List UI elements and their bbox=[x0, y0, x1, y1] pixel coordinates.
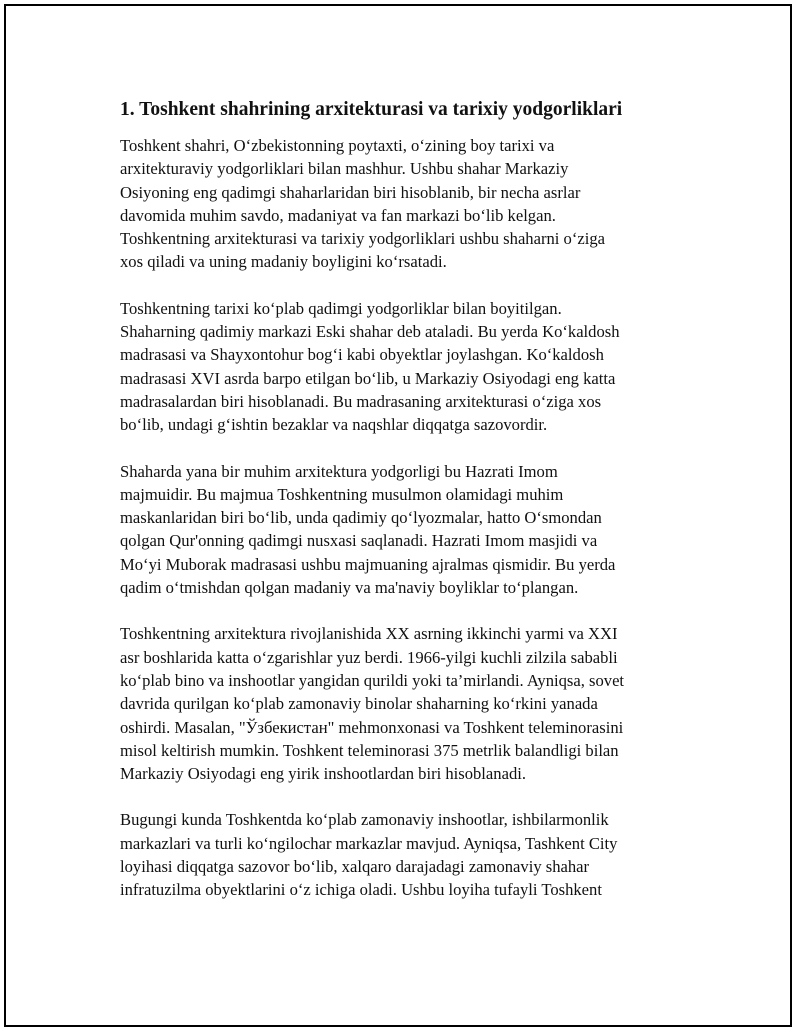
paragraph bbox=[120, 460, 700, 600]
text-line: bo‘lib, undagi g‘ishtin bezaklar va naqshlar diqqatga sazovordir. bbox=[120, 415, 548, 435]
text-line: Bugungi kunda Toshkentda ko‘plab zamonaviy inshootlar, ishbilarmonlik bbox=[120, 810, 609, 830]
text-line: asr boshlarida katta o‘zgarishlar yuz berdi. 1966-yilgi kuchli zilzila sababli bbox=[120, 647, 618, 667]
section-heading: 1. Toshkent shahrining arxitekturasi va tarixiy yodgorliklari bbox=[120, 99, 623, 120]
text-line: maskanlaridan biri bo‘lib, unda qadimiy qo‘lyozmalar, hatto O‘smondan bbox=[120, 508, 602, 528]
text-line: Mo‘yi Muborak madrasasi ushbu majmuaning ajralmas qismidir. Bu yerda bbox=[120, 554, 616, 574]
paragraph-list bbox=[120, 134, 700, 902]
text-line: arxitekturaviy yodgorliklari bilan mashhur. Ushbu shahar Markaziy bbox=[120, 159, 569, 179]
text-line: infratuzilma obyektlarini o‘z ichiga oladi. Ushbu loyiha tufayli Toshkent bbox=[120, 880, 602, 900]
text-line: madrasalardan biri hisoblanadi. Bu madrasaning arxitekturasi o‘ziga xos bbox=[120, 391, 602, 411]
text-line: misol keltirish mumkin. Toshkent teleminorasi 375 metrlik balandligi bilan bbox=[120, 740, 619, 760]
text-line: madrasasi va Shayxontohur bog‘i kabi obyektlar joylashgan. Ko‘kaldosh bbox=[120, 345, 604, 365]
text-line: davrida qurilgan ko‘plab zamonaviy binolar shaharning ko‘rkini yanada bbox=[120, 694, 598, 714]
text-line: Toshkentning arxitekturasi va tarixiy yodgorliklari ushbu shaharni o‘ziga bbox=[120, 229, 606, 249]
document-body bbox=[120, 98, 700, 925]
paragraph bbox=[120, 622, 700, 785]
text-line: ko‘plab bino va inshootlar yangidan qurildi yoki ta’mirlandi. Ayniqsa, sovet bbox=[120, 670, 625, 690]
text-line: majmuidir. Bu majmua Toshkentning musulmon olamidagi muhim bbox=[120, 484, 564, 504]
paragraph bbox=[120, 297, 700, 437]
text-line: Osiyoning eng qadimgi shaharlaridan biri hisoblanib, bir necha asrlar bbox=[120, 182, 581, 202]
text-line: madrasasi XVI asrda barpo etilgan bo‘lib, u Markaziy Osiyodagi eng katta bbox=[120, 368, 616, 388]
paragraph bbox=[120, 134, 700, 274]
text-line: xos qiladi va uning madaniy boyligini ko‘rsatadi. bbox=[120, 252, 447, 272]
text-line: Toshkentning tarixi ko‘plab qadimgi yodgorliklar bilan boyitilgan. bbox=[120, 298, 562, 318]
text-line: Toshkentning arxitektura rivojlanishida XX asrning ikkinchi yarmi va XXI bbox=[120, 624, 618, 644]
text-line: qolgan Qur'onning qadimgi nusxasi saqlanadi. Hazrati Imom masjidi va bbox=[120, 531, 598, 551]
paragraph bbox=[120, 808, 700, 901]
page-frame bbox=[4, 4, 792, 1027]
text-line: Shaharda yana bir muhim arxitektura yodgorligi bu Hazrati Imom bbox=[120, 461, 558, 481]
text-line: oshirdi. Masalan, "Ўзбекистан" mehmonxonasi va Toshkent teleminorasini bbox=[120, 717, 624, 737]
text-line: loyihasi diqqatga sazovor bo‘lib, xalqaro darajadagi zamonaviy shahar bbox=[120, 857, 590, 877]
text-line: markazlari va turli ko‘ngilochar markazlar mavjud. Ayniqsa, Tashkent City bbox=[120, 833, 618, 853]
text-line: qadim o‘tmishdan qolgan madaniy va ma'naviy boyliklar to‘plangan. bbox=[120, 578, 579, 598]
text-line: Toshkent shahri, O‘zbekistonning poytaxti, o‘zining boy tarixi va bbox=[120, 136, 555, 155]
text-line: Shaharning qadimiy markazi Eski shahar deb ataladi. Bu yerda Ko‘kaldosh bbox=[120, 322, 620, 342]
text-line: Markaziy Osiyodagi eng yirik inshootlardan biri hisoblanadi. bbox=[120, 764, 527, 784]
text-line: davomida muhim savdo, madaniyat va fan markazi bo‘lib kelgan. bbox=[120, 205, 556, 225]
